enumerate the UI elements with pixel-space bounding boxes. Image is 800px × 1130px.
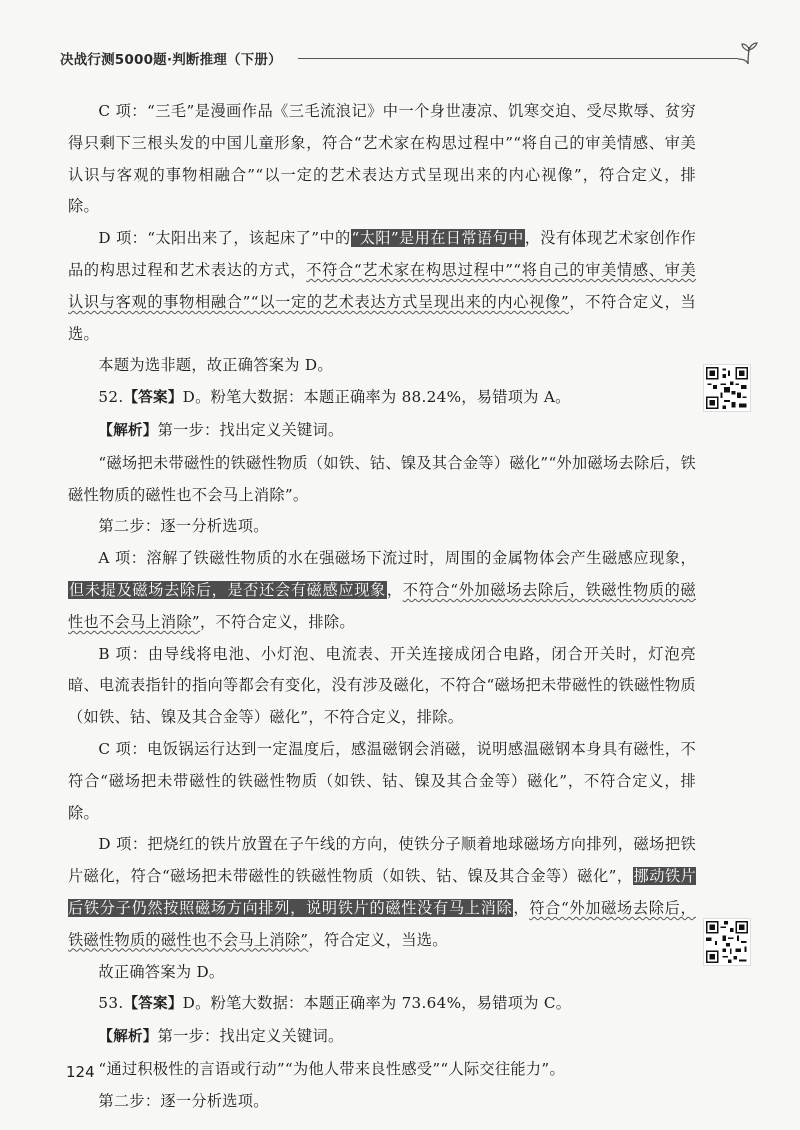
analysis-label: 【解析】 bbox=[98, 1029, 158, 1046]
sprout-icon bbox=[735, 42, 761, 66]
highlight: 但未提及磁场去除后，是否还会有磁感应现象 bbox=[69, 580, 386, 599]
paragraph-option-d: D 项：“太阳出来了，该起床了”中的“太阳”是用在日常语句中，没有体现艺术家创作作品的构思过程和艺术表达的方式，不符合“艺术家在构思过程中”“将自己的审美情感、审美认识与客观的事物相融合”“以一定的艺术表达方式呈现出来的内心视像”，不符合定义，当选。 bbox=[68, 229, 697, 343]
wavy-underline: 符合“外加磁场去除后，铁磁性物质的磁性也不会马上消除” bbox=[68, 898, 696, 949]
wavy-underline: 不符合“外加磁场去除后，铁磁性物质的磁性也不会马上消除” bbox=[68, 580, 697, 631]
q52-conclusion: 故正确答案为 D。 bbox=[98, 962, 225, 981]
q52-option-a: A 项：溶解了铁磁性物质的水在强磁场下流过时，周围的金属物体会产生磁感应现象，但未提及磁场去除后，是否还会有磁感应现象，不符合“外加磁场去除后，铁磁性物质的磁性也不会马上消除”，不符合定义，排除。 bbox=[68, 549, 697, 631]
q52-option-b: B 项：由导线将电池、小灯泡、电流表、开关连接成闭合电路，闭合开关时，灯泡亮暗、电流表指针的指向等都会有变化，没有涉及磁化，不符合“磁场把未带磁性的铁磁性物质（如铁、钴、镍及其合金等）磁化”，不符合定义，排除。 bbox=[68, 644, 696, 727]
answer-label: 【答案】 bbox=[123, 996, 183, 1013]
q52-option-c: C 项：电饭锅运行达到一定温度后，感温磁钢会消磁，说明感温磁钢本身具有磁性，不符合“磁场把未带磁性的铁磁性物质（如铁、钴、镍及其合金等）磁化”，不符合定义，排除。 bbox=[68, 739, 696, 822]
paragraph-conclusion: 本题为选非题，故正确答案为 D。 bbox=[98, 356, 333, 375]
q52-answer: 52.【答案】D。粉笔大数据：本题正确率为 88.24%，易错项为 A。 bbox=[98, 388, 571, 407]
q53-keywords: “通过积极性的言语或行动”“为他人带来良性感受”“人际交往能力”。 bbox=[98, 1059, 565, 1078]
wavy-underline: 不符合“艺术家在构思过程中”“将自己的审美情感、审美认识与客观的事物相融合”“以一定的艺术表达方式呈现出来的内心视像” bbox=[68, 260, 697, 311]
q53-answer: 53.【答案】D。粉笔大数据：本题正确率为 73.64%，易错项为 C。 bbox=[98, 994, 572, 1013]
header-title: 决战行测5000题·判断推理（下册） bbox=[60, 52, 282, 68]
analysis-label: 【解析】 bbox=[98, 422, 158, 439]
highlight: “太阳”是用在日常语句中 bbox=[351, 229, 524, 248]
qr-code-q53[interactable] bbox=[703, 918, 751, 966]
q53-step2: 第二步：逐一分析选项。 bbox=[98, 1091, 269, 1110]
answer-label: 【答案】 bbox=[123, 390, 183, 407]
q53-analysis: 【解析】第一步：找出定义关键词。 bbox=[98, 1027, 344, 1046]
q52-option-d: D 项：把烧红的铁片放置在子午线的方向，使铁分子顺着地球磁场方向排列，磁场把铁片磁化，符合“磁场把未带磁性的铁磁性物质（如铁、钴、镍及其合金等）磁化”，挪动铁片后铁分子仍然按照磁场方向排列，说明铁片的磁性没有马上消除，符合“外加磁场去除后，铁磁性物质的磁性也不会马上消除”，符合定义，当选。 bbox=[68, 835, 696, 949]
highlight: 挪动铁片后铁分子仍然按照磁场方向排列，说明铁片的磁性没有马上消除 bbox=[68, 867, 696, 917]
running-header bbox=[60, 44, 760, 74]
q52-step2: 第二步：逐一分析选项。 bbox=[98, 517, 269, 536]
q52-analysis: 【解析】第一步：找出定义关键词。 bbox=[98, 420, 344, 439]
q52-keywords: “磁场把未带磁性的铁磁性物质（如铁、钴、镍及其合金等）磁化”“外加磁场去除后，铁磁性物质的磁性也不会马上消除”。 bbox=[68, 453, 696, 504]
page-number: 124 bbox=[66, 1063, 95, 1081]
qr-code-q52[interactable] bbox=[703, 364, 751, 412]
paragraph-option-c: C 项：“三毛”是漫画作品《三毛流浪记》中一个身世凄凉、饥寒交迫、受尽欺辱、贫穷得只剩下三根头发的中国儿童形象，符合“艺术家在构思过程中”“将自己的审美情感、审美认识与客观的事物相融合”“以一定的艺术表达方式呈现出来的内心视像”，符合定义，排除。 bbox=[68, 102, 696, 216]
header-rule bbox=[298, 58, 738, 59]
page-body bbox=[68, 96, 696, 1118]
